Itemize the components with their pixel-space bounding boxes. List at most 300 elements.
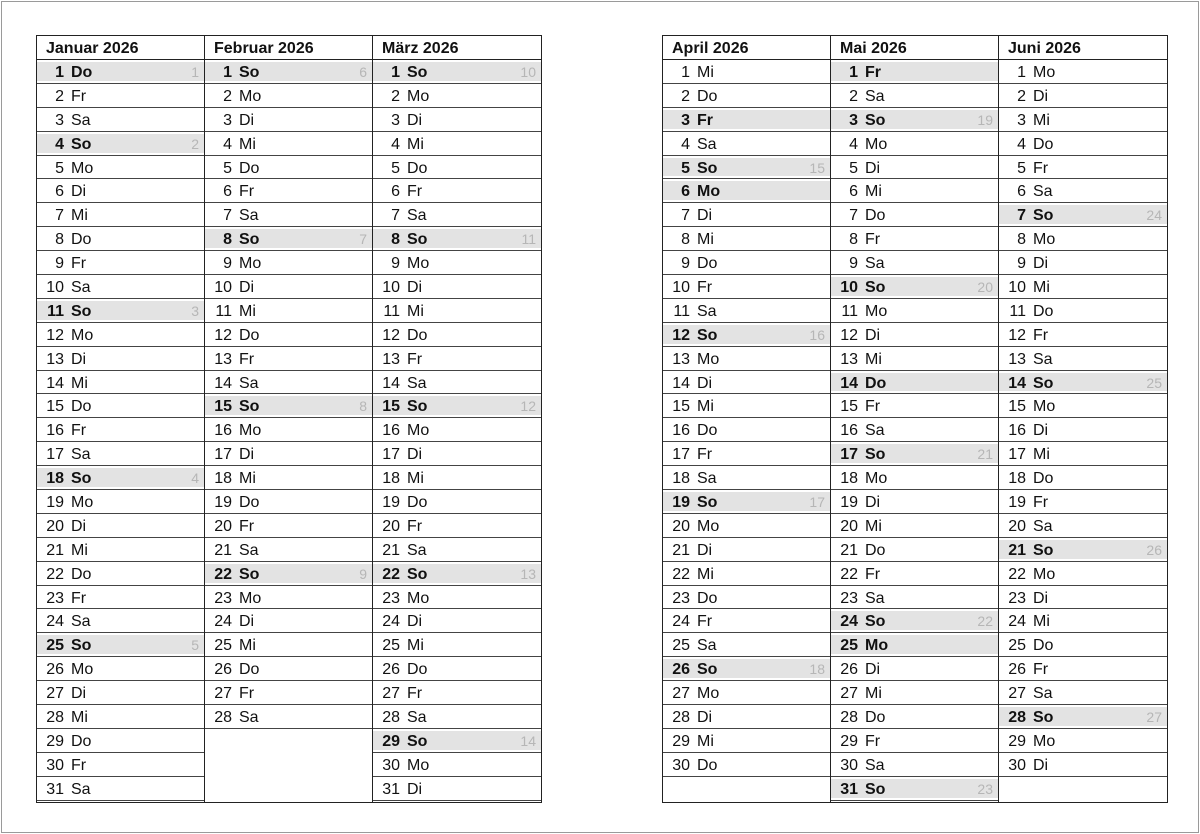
day-row — [205, 108, 372, 132]
day-row — [999, 84, 1167, 108]
month-title: Januar 2026 — [37, 36, 204, 60]
weekday-label: So — [697, 661, 718, 679]
weekday-label: So — [865, 780, 886, 798]
day-number: 11 — [47, 302, 64, 320]
day-row — [663, 251, 830, 275]
weekday-label: Do — [239, 159, 260, 177]
day-row — [205, 466, 372, 490]
week-number: 5 — [191, 637, 199, 654]
day-number: 12 — [840, 326, 858, 344]
day-row-highlighted — [831, 275, 998, 299]
weekday-label: Mi — [697, 565, 714, 583]
day-row — [663, 705, 830, 729]
day-row — [663, 586, 830, 610]
day-row — [37, 777, 204, 801]
day-row — [37, 323, 204, 347]
day-row-highlighted — [999, 371, 1167, 395]
day-row — [373, 203, 541, 227]
weekday-label: Fr — [1033, 494, 1049, 512]
weekday-label: Mi — [865, 350, 882, 368]
weekday-label: Do — [865, 709, 886, 727]
day-row-highlighted — [831, 371, 998, 395]
weekday-label: Fr — [865, 565, 881, 583]
month-column — [36, 35, 204, 803]
day-row — [205, 442, 372, 466]
weekday-label: Do — [697, 87, 718, 105]
day-number: 1 — [849, 64, 858, 81]
day-row — [663, 394, 830, 418]
day-number: 31 — [382, 780, 400, 798]
weekday-label: Sa — [865, 756, 885, 774]
day-number: 24 — [1008, 613, 1026, 631]
weekday-label: So — [865, 111, 886, 129]
day-number: 19 — [672, 494, 690, 512]
day-number: 20 — [1008, 517, 1026, 535]
month-column — [830, 35, 998, 803]
weekday-label: Mo — [71, 159, 94, 177]
weekday-label: Fr — [1033, 159, 1049, 177]
day-number: 21 — [1008, 541, 1026, 559]
day-row — [373, 323, 541, 347]
weekday-label: Mo — [865, 470, 888, 488]
month-column — [998, 35, 1168, 803]
weekday-label: Mi — [865, 517, 882, 535]
day-number: 6 — [391, 183, 400, 201]
day-row — [373, 156, 541, 180]
day-number: 14 — [840, 374, 858, 392]
weekday-label: So — [71, 470, 92, 488]
day-row — [831, 705, 998, 729]
day-row — [205, 84, 372, 108]
day-row — [999, 418, 1167, 442]
day-row — [831, 132, 998, 156]
day-number: 8 — [849, 231, 858, 249]
day-number: 20 — [840, 517, 858, 535]
day-row — [373, 514, 541, 538]
weekday-label: Mo — [865, 135, 888, 153]
weekday-label: Do — [407, 494, 428, 512]
weekday-label: Di — [697, 709, 713, 727]
week-number: 27 — [1146, 709, 1162, 726]
day-number: 17 — [840, 446, 858, 464]
day-number: 16 — [382, 422, 400, 440]
weekday-label: Do — [71, 732, 92, 750]
weekday-label: Di — [865, 326, 881, 344]
day-row — [999, 394, 1167, 418]
day-row — [663, 681, 830, 705]
weekday-label: Do — [697, 255, 718, 273]
month-title: Mai 2026 — [831, 36, 998, 60]
month-title: März 2026 — [373, 36, 541, 60]
week-number: 23 — [977, 780, 993, 797]
day-row — [373, 179, 541, 203]
day-number: 7 — [1017, 207, 1026, 225]
day-number: 14 — [46, 374, 64, 392]
weekday-label: Mi — [1033, 446, 1050, 464]
weekday-label: So — [407, 732, 428, 750]
day-number: 29 — [840, 732, 858, 750]
day-row — [663, 442, 830, 466]
day-row — [831, 227, 998, 251]
day-row — [205, 681, 372, 705]
weekday-label: Di — [71, 685, 87, 703]
day-row — [373, 466, 541, 490]
weekday-label: Sa — [865, 255, 885, 273]
weekday-label: Fr — [239, 685, 255, 703]
day-number: 1 — [1017, 64, 1026, 81]
weekday-label: Fr — [407, 685, 423, 703]
weekday-label: Sa — [697, 470, 717, 488]
weekday-label: Mo — [239, 87, 262, 105]
day-row — [205, 490, 372, 514]
day-row — [373, 681, 541, 705]
weekday-label: Mi — [239, 637, 256, 655]
day-row — [999, 132, 1167, 156]
day-number: 10 — [672, 279, 690, 297]
day-row-highlighted — [37, 466, 204, 490]
day-row — [373, 418, 541, 442]
weekday-label: Mo — [71, 494, 94, 512]
weekday-label: Fr — [71, 756, 87, 774]
day-row — [999, 60, 1167, 84]
weekday-label: Sa — [697, 135, 717, 153]
weekday-label: Sa — [1033, 517, 1053, 535]
day-number: 21 — [214, 541, 232, 559]
day-number: 5 — [1017, 159, 1026, 177]
weekday-label: Di — [865, 159, 881, 177]
day-row — [37, 251, 204, 275]
day-number: 26 — [382, 661, 400, 679]
day-row — [37, 705, 204, 729]
day-number: 26 — [214, 661, 232, 679]
day-number: 14 — [672, 374, 690, 392]
day-row — [37, 538, 204, 562]
calendar-page — [1, 1, 1199, 833]
day-row — [831, 562, 998, 586]
weekday-label: Fr — [865, 398, 881, 416]
day-row — [999, 753, 1167, 777]
day-row — [373, 108, 541, 132]
day-number: 22 — [382, 565, 400, 583]
weekday-label: Mo — [1033, 732, 1056, 750]
weekday-label: Do — [71, 64, 93, 81]
weekday-label: Mi — [697, 398, 714, 416]
day-number: 16 — [46, 422, 64, 440]
day-number: 12 — [214, 326, 232, 344]
day-number: 17 — [1008, 446, 1026, 464]
day-row-highlighted — [663, 108, 830, 132]
weekday-label: So — [697, 494, 718, 512]
day-row — [831, 753, 998, 777]
day-number: 26 — [1008, 661, 1026, 679]
day-number: 13 — [672, 350, 690, 368]
weekday-label: So — [1033, 541, 1054, 559]
day-number: 11 — [383, 302, 400, 320]
day-number: 11 — [673, 302, 690, 320]
day-number: 21 — [382, 541, 400, 559]
day-row — [663, 418, 830, 442]
weekday-label: Fr — [71, 255, 87, 273]
day-row — [205, 418, 372, 442]
day-number: 24 — [46, 613, 64, 631]
weekday-label: So — [1033, 709, 1054, 727]
day-number: 8 — [391, 231, 400, 249]
weekday-label: So — [239, 398, 260, 416]
day-number: 25 — [214, 637, 232, 655]
weekday-label: Mi — [697, 231, 714, 249]
day-row-highlighted — [37, 60, 204, 84]
day-row — [831, 538, 998, 562]
day-number: 27 — [672, 685, 690, 703]
day-row — [37, 490, 204, 514]
day-row — [373, 538, 541, 562]
day-row — [999, 633, 1167, 657]
weekday-label: Mo — [865, 302, 888, 320]
day-number: 20 — [46, 517, 64, 535]
weekday-label: Di — [1033, 589, 1049, 607]
day-number: 4 — [55, 135, 64, 153]
day-row — [999, 108, 1167, 132]
day-number: 2 — [223, 87, 232, 105]
weekday-label: Di — [697, 374, 713, 392]
day-row — [999, 275, 1167, 299]
day-number: 12 — [1008, 326, 1026, 344]
weekday-label: Mo — [407, 87, 430, 105]
weekday-label: Di — [407, 279, 423, 297]
day-row — [37, 108, 204, 132]
day-row — [999, 609, 1167, 633]
weekday-label: Sa — [71, 780, 91, 798]
day-number: 22 — [214, 565, 232, 583]
weekday-label: So — [865, 613, 886, 631]
day-row — [999, 299, 1167, 323]
day-number: 17 — [382, 446, 400, 464]
weekday-label: Di — [71, 350, 87, 368]
weekday-label: Mo — [1033, 231, 1056, 249]
day-number: 14 — [1008, 374, 1026, 392]
weekday-label: Sa — [407, 541, 427, 559]
day-row — [373, 275, 541, 299]
weekday-label: Di — [407, 111, 423, 129]
day-number: 26 — [672, 661, 690, 679]
weekday-label: Mi — [71, 709, 88, 727]
day-row — [205, 609, 372, 633]
week-number: 16 — [809, 326, 825, 343]
day-number: 30 — [382, 756, 400, 774]
day-number: 11 — [1009, 302, 1026, 320]
day-number: 21 — [840, 541, 858, 559]
weekday-label: Do — [239, 661, 260, 679]
day-number: 8 — [55, 231, 64, 249]
weekday-label: Di — [239, 446, 255, 464]
weekday-label: Sa — [1033, 183, 1053, 201]
day-row — [373, 777, 541, 801]
weekday-label: Mo — [407, 756, 430, 774]
day-number: 30 — [672, 756, 690, 774]
day-number: 22 — [46, 565, 64, 583]
day-row — [205, 179, 372, 203]
day-number: 25 — [46, 637, 64, 655]
weekday-label: Di — [1033, 422, 1049, 440]
day-number: 1 — [391, 64, 400, 81]
day-row — [999, 442, 1167, 466]
day-number: 27 — [46, 685, 64, 703]
day-row — [831, 657, 998, 681]
day-number: 5 — [849, 159, 858, 177]
day-number: 25 — [672, 637, 690, 655]
day-row-highlighted — [37, 132, 204, 156]
weekday-label: Mo — [407, 255, 430, 273]
day-row-highlighted — [373, 394, 541, 418]
weekday-label: Di — [865, 661, 881, 679]
weekday-label: So — [865, 279, 886, 297]
weekday-label: Sa — [71, 446, 91, 464]
day-row — [831, 418, 998, 442]
day-row — [999, 466, 1167, 490]
weekday-label: Mi — [407, 637, 424, 655]
weekday-label: Fr — [71, 589, 87, 607]
day-number: 18 — [382, 470, 400, 488]
weekday-label: Di — [697, 541, 713, 559]
weekday-label: So — [697, 326, 718, 344]
day-row — [205, 275, 372, 299]
weekday-label: Do — [1033, 470, 1054, 488]
day-row — [663, 729, 830, 753]
weekday-label: Fr — [407, 183, 423, 201]
day-row — [999, 657, 1167, 681]
weekday-label: Di — [239, 279, 255, 297]
weekday-label: So — [407, 398, 428, 416]
day-number: 15 — [840, 398, 858, 416]
day-row — [663, 275, 830, 299]
day-number: 9 — [223, 255, 232, 273]
day-row — [37, 203, 204, 227]
weekday-label: So — [71, 302, 92, 320]
day-number: 13 — [1008, 350, 1026, 368]
day-row-highlighted — [999, 705, 1167, 729]
weekday-label: So — [71, 637, 92, 655]
day-row — [831, 251, 998, 275]
day-number: 22 — [672, 565, 690, 583]
weekday-label: Fr — [697, 111, 713, 129]
calendar-left-half — [36, 35, 542, 803]
day-number: 14 — [214, 374, 232, 392]
calendar-right-half — [662, 35, 1168, 803]
weekday-label: Sa — [239, 374, 259, 392]
day-number: 28 — [672, 709, 690, 727]
day-row — [37, 753, 204, 777]
day-number: 7 — [391, 207, 400, 225]
weekday-label: Di — [407, 446, 423, 464]
weekday-label: Di — [1033, 255, 1049, 273]
day-row — [37, 657, 204, 681]
weekday-label: Di — [71, 183, 87, 201]
week-number: 24 — [1146, 207, 1162, 224]
day-row — [999, 562, 1167, 586]
day-row — [999, 347, 1167, 371]
weekday-label: So — [697, 159, 718, 177]
day-number: 29 — [46, 732, 64, 750]
day-number: 17 — [46, 446, 64, 464]
day-row-highlighted — [37, 633, 204, 657]
weekday-label: Di — [407, 613, 423, 631]
day-number: 24 — [382, 613, 400, 631]
weekday-label: Mi — [71, 207, 88, 225]
day-number: 6 — [55, 183, 64, 201]
day-row — [205, 299, 372, 323]
day-row — [831, 179, 998, 203]
weekday-label: So — [407, 64, 428, 81]
weekday-label: Sa — [407, 709, 427, 727]
day-number: 27 — [382, 685, 400, 703]
day-number: 4 — [681, 135, 690, 153]
day-row — [205, 586, 372, 610]
weekday-label: So — [865, 446, 886, 464]
day-number: 19 — [382, 494, 400, 512]
weekday-label: Sa — [865, 422, 885, 440]
day-row — [831, 466, 998, 490]
day-row-highlighted — [205, 394, 372, 418]
day-number: 24 — [672, 613, 690, 631]
weekday-label: Fr — [239, 183, 255, 201]
day-number: 8 — [1017, 231, 1026, 249]
weekday-label: Fr — [407, 350, 423, 368]
weekday-label: Di — [697, 207, 713, 225]
day-number: 29 — [382, 732, 400, 750]
weekday-label: Sa — [71, 111, 91, 129]
day-row — [37, 394, 204, 418]
day-row — [37, 156, 204, 180]
day-number: 15 — [46, 398, 64, 416]
week-number: 6 — [359, 64, 367, 80]
day-row-highlighted — [205, 60, 372, 84]
day-number: 21 — [46, 541, 64, 559]
weekday-label: Sa — [865, 589, 885, 607]
weekday-label: Fr — [697, 613, 713, 631]
day-number: 26 — [840, 661, 858, 679]
weekday-label: Fr — [407, 517, 423, 535]
weekday-label: Di — [1033, 756, 1049, 774]
day-row — [831, 299, 998, 323]
weekday-label: Mo — [1033, 565, 1056, 583]
weekday-label: Do — [865, 207, 886, 225]
day-number: 1 — [55, 64, 64, 81]
day-row — [373, 371, 541, 395]
day-row — [831, 347, 998, 371]
day-row — [999, 179, 1167, 203]
day-number: 19 — [46, 494, 64, 512]
day-number: 7 — [849, 207, 858, 225]
day-row — [37, 84, 204, 108]
week-number: 25 — [1146, 374, 1162, 391]
weekday-label: Fr — [71, 422, 87, 440]
weekday-label: Do — [71, 398, 92, 416]
day-number: 15 — [214, 398, 232, 416]
day-number: 3 — [223, 111, 232, 129]
day-row-highlighted — [831, 633, 998, 657]
day-number: 9 — [55, 255, 64, 273]
day-row-highlighted — [205, 562, 372, 586]
weekday-label: So — [239, 64, 260, 81]
day-number: 2 — [391, 87, 400, 105]
weekday-label: So — [1033, 374, 1054, 392]
week-number: 4 — [191, 470, 199, 487]
day-row — [373, 84, 541, 108]
day-number: 15 — [1008, 398, 1026, 416]
weekday-label: Fr — [865, 732, 881, 750]
day-row — [831, 514, 998, 538]
month-column — [372, 35, 542, 803]
